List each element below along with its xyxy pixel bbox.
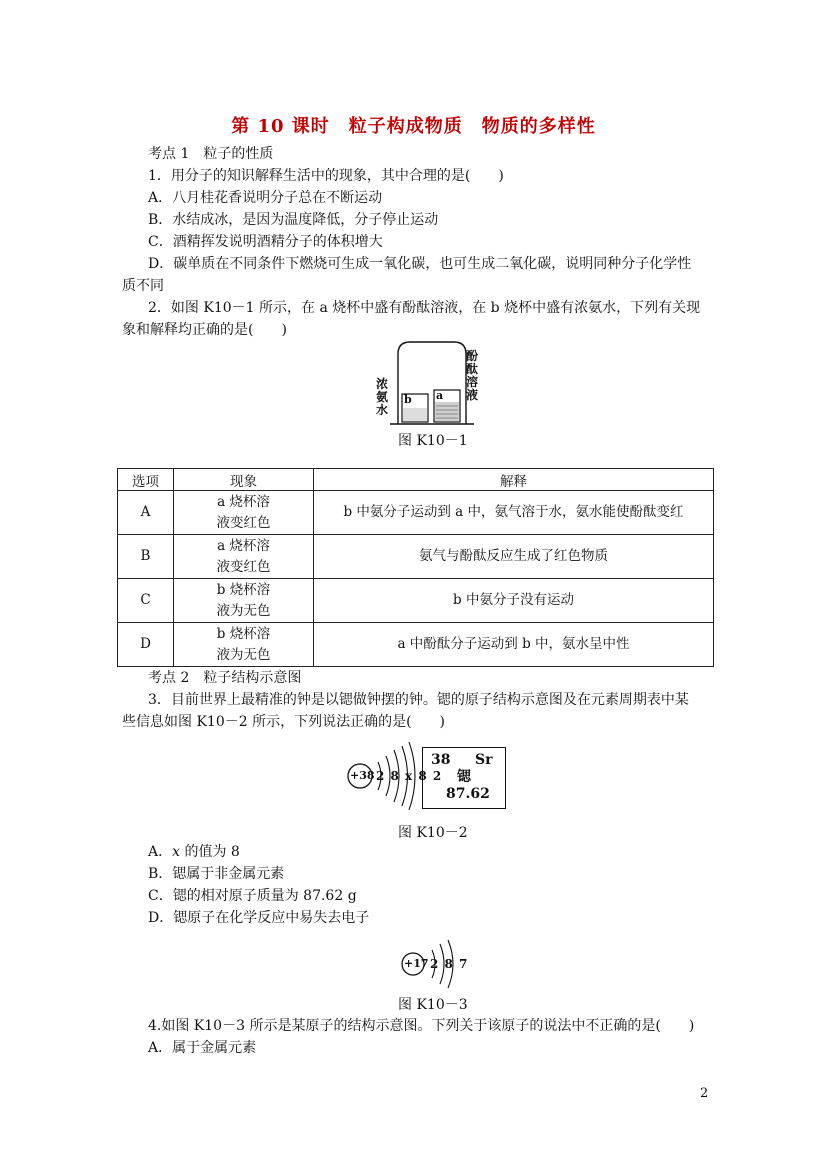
q1-option-c: C．酒精挥发说明酒精分子的体积增大	[148, 234, 383, 250]
q1-option-d-line1: D．碳单质在不同条件下燃烧可生成一氧化碳，也可生成二氧化碳，说明同种分子化学性	[148, 256, 692, 272]
cell-phenomenon	[174, 491, 314, 535]
page-number: 2	[700, 1086, 709, 1101]
cell-explanation: a 中酚酞分子运动到 b 中，氨水呈中性	[314, 623, 714, 667]
phenomenon-line: a 烧杯溶	[217, 537, 270, 554]
q3-stem-line1: 3．目前世界上最精准的钟是以锶做钟摆的钟。锶的原子结构示意图及在元素周期表中某	[148, 692, 689, 708]
table-row	[118, 623, 714, 667]
figure-caption-k10-1: 图 K10－1	[398, 433, 468, 449]
q1-option-d-line2: 质不同	[122, 278, 164, 294]
q3-option-a	[148, 841, 240, 863]
cell-explanation: b 中氨分子没有运动	[314, 579, 714, 623]
label-phenolphthalein: 酚酞溶液	[466, 349, 479, 402]
phenomenon-line: 液变红色	[216, 514, 271, 531]
element-name: 锶	[457, 769, 471, 785]
lesson-title: 第 10 课时 粒子构成物质 物质的多样性	[231, 116, 596, 137]
q1-option-b: B．水结成冰，是因为温度降低，分子停止运动	[148, 212, 439, 228]
option-letter: A．	[148, 844, 173, 860]
section-heading-1: 考点 1 粒子的性质	[148, 146, 274, 162]
beaker-b-label: b	[404, 393, 412, 406]
header-explanation: 解释	[314, 469, 714, 491]
beaker-a-label: a	[436, 389, 444, 402]
q3-stem-line2: 些信息如图 K10－2 所示，下列说法正确的是( )	[122, 714, 446, 730]
cell-option: C	[118, 579, 174, 623]
figure-caption-k10-2: 图 K10－2	[398, 825, 468, 841]
cl-electron-shells: 2 8 7	[430, 957, 469, 971]
cell-option: B	[118, 535, 174, 579]
variable-x: x	[172, 844, 181, 860]
label-ammonia: 浓氨水	[376, 377, 389, 417]
q3-option-c: C．锶的相对原子质量为 87.62 g	[148, 888, 357, 904]
sr-electron-shells: 2 8 x 8 2	[376, 769, 443, 783]
table-row	[118, 535, 714, 579]
cell-phenomenon	[174, 535, 314, 579]
phenomenon-line: 液为无色	[216, 646, 271, 663]
options-table	[117, 468, 714, 667]
cl-nucleus-charge: +17	[404, 957, 429, 970]
table-header-row	[118, 469, 714, 491]
q1-stem: 1．用分子的知识解释生活中的现象，其中合理的是( )	[148, 168, 504, 184]
header-phenomenon: 现象	[174, 469, 314, 491]
table-row	[118, 579, 714, 623]
q3-option-b: B．锶属于非金属元素	[148, 866, 285, 882]
cell-option: D	[118, 623, 174, 667]
q4-stem: 4.如图 K10－3 所示是某原子的结构示意图。下列关于该原子的说法中不正确的是( )	[148, 1018, 695, 1034]
q4-option-a: A．属于金属元素	[148, 1040, 257, 1056]
atomic-mass: 87.62	[446, 786, 490, 802]
cell-explanation: 氨气与酚酞反应生成了红色物质	[314, 535, 714, 579]
header-option: 选项	[118, 469, 174, 491]
phenomenon-line: a 烧杯溶	[217, 493, 270, 510]
phenomenon-line: b 烧杯溶	[216, 625, 271, 642]
cell-phenomenon	[174, 623, 314, 667]
periodic-table-cell-sr	[422, 747, 506, 809]
option-text: 的值为 8	[180, 844, 240, 860]
element-symbol: Sr	[475, 752, 493, 768]
phenomenon-line: 液为无色	[216, 602, 271, 619]
table-row	[118, 491, 714, 535]
q2-stem-line1: 2．如图 K10－1 所示，在 a 烧杯中盛有酚酞溶液，在 b 烧杯中盛有浓氨水，下列有关现	[148, 300, 701, 316]
figure-caption-k10-3: 图 K10－3	[398, 997, 468, 1013]
section-heading-2: 考点 2 粒子结构示意图	[148, 670, 302, 686]
phenomenon-line: b 烧杯溶	[216, 581, 271, 598]
q2-stem-line2: 象和解释均正确的是( )	[122, 322, 287, 338]
q3-option-d: D．锶原子在化学反应中易失去电子	[148, 910, 370, 926]
atomic-number: 38	[431, 752, 451, 768]
cell-explanation: b 中氨分子运动到 a 中，氨气溶于水，氨水能使酚酞变红	[314, 491, 714, 535]
sr-nucleus-charge: +38	[350, 769, 375, 782]
q1-option-a: A．八月桂花香说明分子总在不断运动	[148, 190, 383, 206]
phenomenon-line: 液变红色	[216, 558, 271, 575]
cell-phenomenon	[174, 579, 314, 623]
cell-option: A	[118, 491, 174, 535]
